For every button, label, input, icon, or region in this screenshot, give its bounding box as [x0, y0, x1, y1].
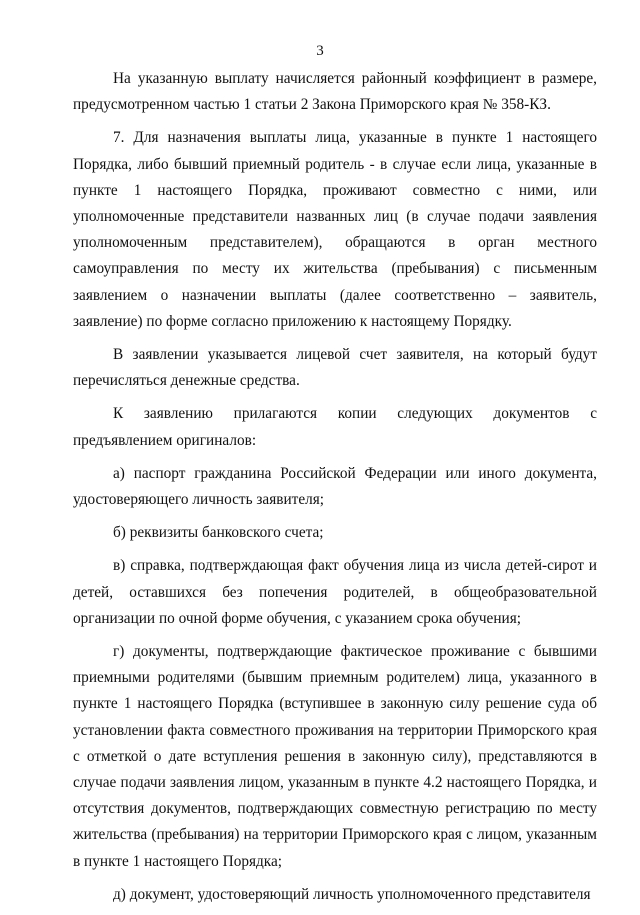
paragraph-attached-documents: К заявлению прилагаются копии следующих документов с предъявлением оригиналов: — [73, 405, 597, 449]
list-item-a-passport: а) паспорт гражданина Российской Федерации или иного документа, удостоверяющего личность заявителя; — [73, 464, 597, 509]
list-item-d-representative-id: д) документ, удостоверяющий личность уполномоченного представителя — [113, 885, 591, 903]
list-item-v-study-certificate: в) справка, подтверждающая факт обучения лица из числа детей-сирот и детей, оставшихся без попечения родителей, в общеобразовательной организации по очной форме обучения, с указанием срока обучения; — [73, 557, 597, 627]
page-number: 3 — [316, 43, 324, 59]
paragraph-personal-account: В заявлении указывается лицевой счет заявителя, на который будут перечисляться денежные средства. — [73, 346, 597, 390]
list-item-g-residence-documents: г) документы, подтверждающие фактическое проживание с бывшими приемными родителями (бывшим приемным родителем) лица, указанного в пункте 1 настоящего Порядка (вступившее в законную силу решение суда об установлении факта совместного проживания на территории Приморского края с отметкой о дате вступления решения в законную силу), представляются в случае подачи заявления лицом, указанным в пункте 4.2 настоящего Порядка, и отсутствия документов, подтверждающих совместную регистрацию по месту жительства (пребывания) на территории Приморского края с лицом, указанным в пункте 1 настоящего Порядка; — [73, 643, 597, 870]
paragraph-district-coefficient: На указанную выплату начисляется районный коэффициент в размере, предусмотренном частью 1 статьи 2 Закона Приморского края № 358-КЗ. — [73, 70, 597, 114]
list-item-b-bank-details: б) реквизиты банковского счета; — [113, 524, 324, 542]
paragraph-7-application: 7. Для назначения выплаты лица, указанные в пункте 1 настоящего Порядка, либо бывший приемный родитель - в случае если лица, указанные в пункте 1 настоящего Порядка, проживают совместно с ними, или уполномоченные представители названных лиц (в случае подачи заявления уполномоченным представителем), обращаются в орган местного самоуправления по месту их жительства (пребывания) с письменным заявлением о назначении выплаты (далее соответственно – заявитель, заявление) по форме согласно приложению к настоящему Порядку. — [73, 129, 597, 330]
document-body — [73, 66, 597, 915]
